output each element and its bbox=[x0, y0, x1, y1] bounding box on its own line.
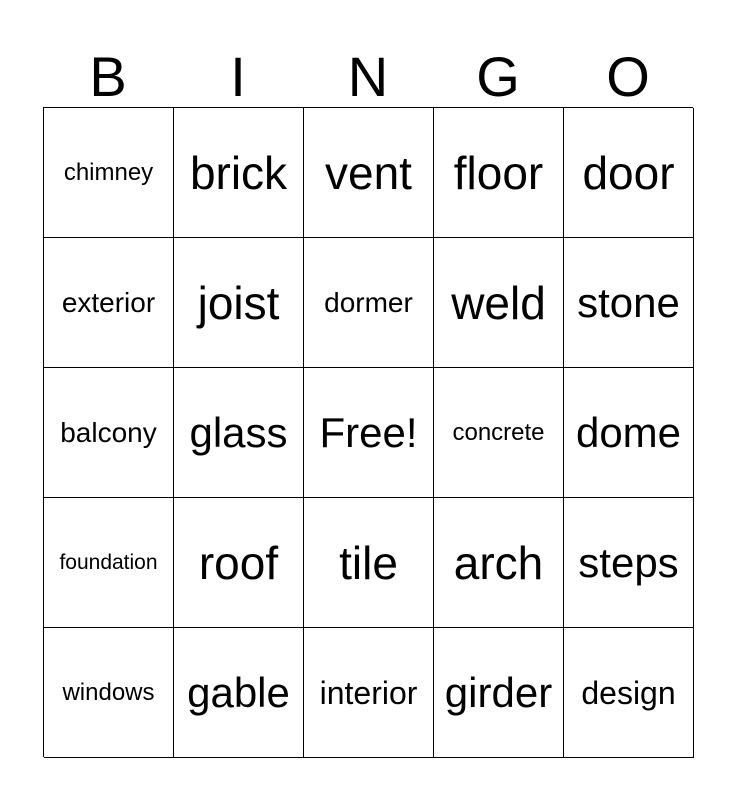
bingo-cell[interactable]: brick bbox=[174, 108, 304, 238]
bingo-cell[interactable]: foundation bbox=[44, 498, 174, 628]
bingo-cell[interactable]: roof bbox=[174, 498, 304, 628]
bingo-cell[interactable]: chimney bbox=[44, 108, 174, 238]
bingo-cell[interactable]: steps bbox=[564, 498, 694, 628]
header-letter-g: G bbox=[476, 45, 520, 108]
header-letter-b: B bbox=[89, 45, 127, 108]
header-letter-i: I bbox=[230, 45, 246, 108]
bingo-cell[interactable]: design bbox=[564, 628, 694, 758]
bingo-cell[interactable]: girder bbox=[434, 628, 564, 758]
free-space-cell[interactable]: Free! bbox=[304, 368, 434, 498]
bingo-cell[interactable]: exterior bbox=[44, 238, 174, 368]
bingo-cell[interactable]: weld bbox=[434, 238, 564, 368]
bingo-cell[interactable]: interior bbox=[304, 628, 434, 758]
bingo-header bbox=[43, 40, 693, 108]
bingo-cell[interactable]: arch bbox=[434, 498, 564, 628]
bingo-cell[interactable]: dormer bbox=[304, 238, 434, 368]
bingo-cell[interactable]: dome bbox=[564, 368, 694, 498]
bingo-cell[interactable]: glass bbox=[174, 368, 304, 498]
bingo-cell[interactable]: joist bbox=[174, 238, 304, 368]
bingo-cell[interactable]: tile bbox=[304, 498, 434, 628]
bingo-board bbox=[43, 107, 693, 757]
bingo-cell[interactable]: concrete bbox=[434, 368, 564, 498]
bingo-cell[interactable]: door bbox=[564, 108, 694, 238]
header-letter-o: O bbox=[606, 45, 650, 108]
bingo-cell[interactable]: balcony bbox=[44, 368, 174, 498]
bingo-cell[interactable]: floor bbox=[434, 108, 564, 238]
bingo-cell[interactable]: vent bbox=[304, 108, 434, 238]
bingo-cell[interactable]: gable bbox=[174, 628, 304, 758]
bingo-cell[interactable]: windows bbox=[44, 628, 174, 758]
header-letter-n: N bbox=[347, 45, 389, 108]
bingo-cell[interactable]: stone bbox=[564, 238, 694, 368]
